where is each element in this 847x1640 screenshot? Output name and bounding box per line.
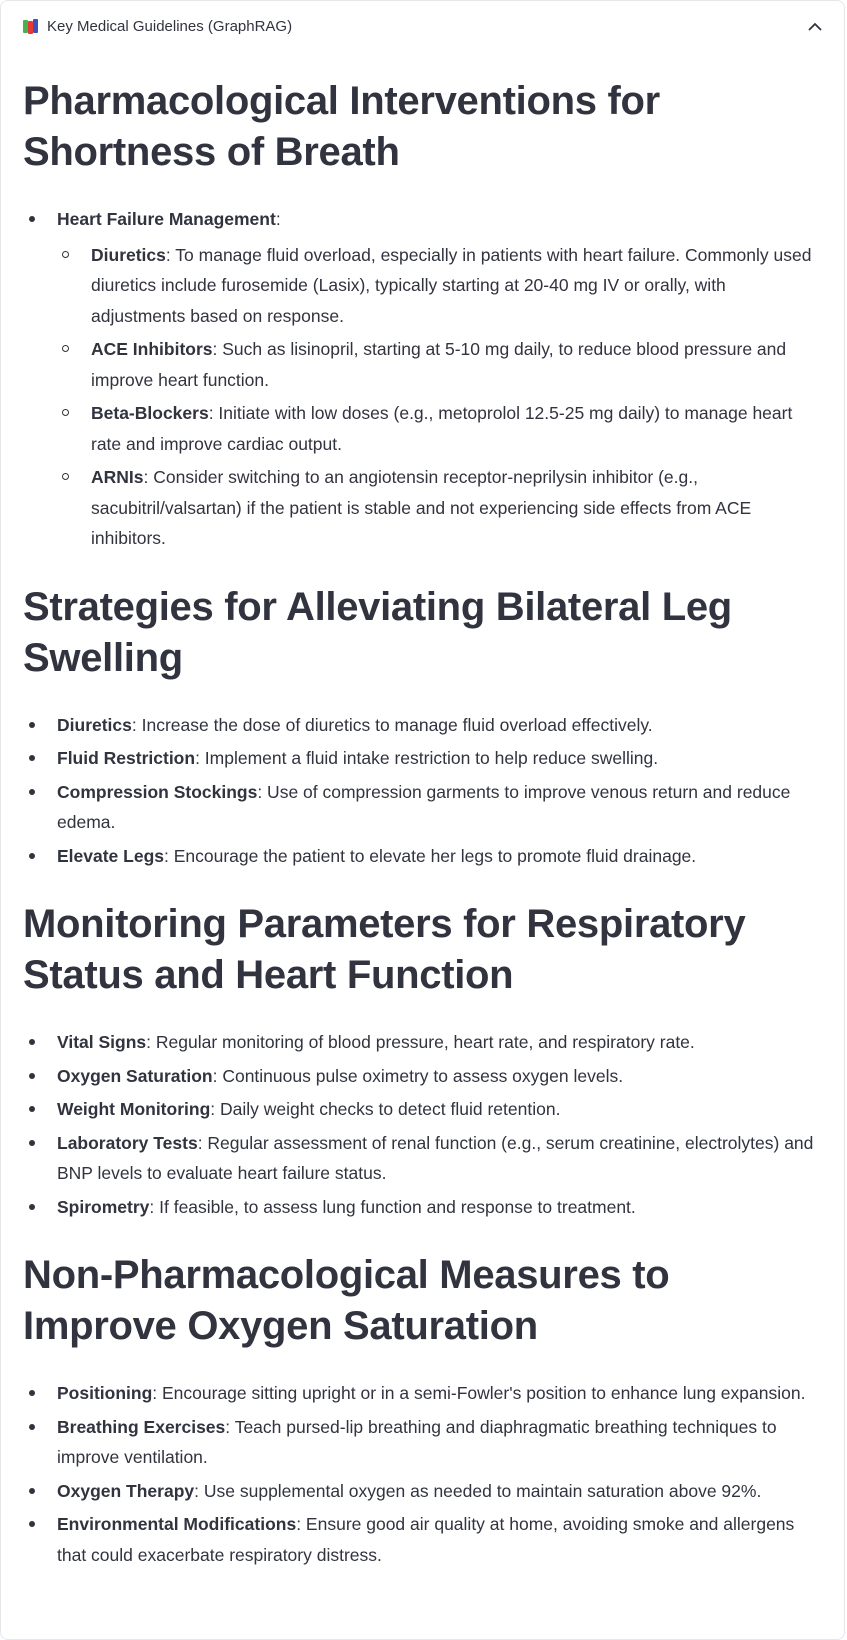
list-item <box>23 1476 822 1507</box>
list-item <box>23 1094 822 1125</box>
item-text: : Regular monitoring of blood pressure, heart rate, and respiratory rate. <box>146 1032 695 1052</box>
item-term: Environmental Modifications <box>57 1514 297 1534</box>
item-text: : Continuous pulse oximetry to assess oxygen levels. <box>212 1065 624 1086</box>
list-item <box>23 1192 822 1223</box>
section-heading: Strategies for Alleviating Bilateral Leg Swelling <box>23 584 732 680</box>
list-item <box>23 1378 822 1409</box>
expander-content <box>1 76 844 1570</box>
item-term: Spirometry <box>57 1196 150 1217</box>
list-item <box>23 204 822 554</box>
expander-title: Key Medical Guidelines (GraphRAG) <box>47 17 293 35</box>
list-item <box>23 1509 822 1570</box>
section-list <box>23 204 822 554</box>
section-list <box>23 1027 822 1222</box>
sub-list-item <box>57 240 822 332</box>
item-text: : Encourage sitting upright or in a semi-Fowler's position to enhance lung expansion. <box>152 1383 806 1403</box>
item-text: : Consider switching to an angiotensin receptor-neprilysin inhibitor (e.g., sacubitril/valsartan) if the patient is stable and not experiencing side effects from ACE inhibitors. <box>91 467 752 548</box>
item-text: : Implement a fluid intake restriction to help reduce swelling. <box>195 748 659 768</box>
list-item <box>23 1128 822 1189</box>
list-item <box>23 710 822 741</box>
sub-list-item <box>57 398 822 459</box>
section-heading: Non-Pharmacological Measures to Improve Oxygen Saturation <box>23 1253 670 1348</box>
list-item <box>23 1412 822 1473</box>
item-text: : Encourage the patient to elevate her legs to promote fluid drainage. <box>164 845 697 866</box>
item-term: Compression Stockings <box>57 781 258 802</box>
section-list <box>23 710 822 872</box>
item-text: : Use supplemental oxygen as needed to maintain saturation above 92%. <box>194 1480 762 1501</box>
item-term: Breathing Exercises <box>57 1416 226 1437</box>
item-term: Oxygen Saturation <box>57 1065 213 1086</box>
chevron-up-icon[interactable] <box>808 19 822 33</box>
section-heading: Monitoring Parameters for Respiratory Status and Heart Function <box>23 902 746 997</box>
item-text: : Such as lisinopril, starting at 5-10 mg daily, to reduce blood pressure and improve heart function. <box>91 339 787 390</box>
item-term: Positioning <box>57 1383 153 1403</box>
item-term: Fluid Restriction <box>57 748 196 768</box>
item-term: ACE Inhibitors <box>91 339 213 359</box>
list-item <box>23 1027 822 1058</box>
item-term: Diuretics <box>57 714 132 735</box>
item-text: : Use of compression garments to improve venous return and reduce edema. <box>57 781 791 832</box>
item-text: : To manage fluid overload, especially in patients with heart failure. Commonly used diuretics include furosemide (Lasix), typically starting at 20-40 mg IV or orally, with adjustments based on response. <box>91 244 812 326</box>
item-text: : Teach pursed-lip breathing and diaphragmatic breathing techniques to improve ventilation. <box>57 1416 777 1467</box>
item-term: Oxygen Therapy <box>57 1480 195 1501</box>
item-text: : Regular assessment of renal function (e.g., serum creatinine, electrolytes) and BNP levels to evaluate heart failure status. <box>57 1132 814 1183</box>
item-term: ARNIs <box>91 467 144 487</box>
sub-list-item <box>57 334 822 395</box>
list-item <box>23 777 822 838</box>
item-term: Beta-Blockers <box>91 403 209 423</box>
sub-list <box>57 240 822 554</box>
books-icon <box>23 19 40 34</box>
list-item <box>23 1061 822 1092</box>
item-text: : Ensure good air quality at home, avoiding smoke and allergens that could exacerbate respiratory distress. <box>57 1514 795 1565</box>
item-term: Laboratory Tests <box>57 1132 198 1153</box>
item-text: : Increase the dose of diuretics to manage fluid overload effectively. <box>131 714 653 735</box>
expander-header[interactable] <box>1 1 844 51</box>
sub-list-item <box>57 462 822 554</box>
section-heading: Pharmacological Interventions for Shortness of Breath <box>23 79 660 174</box>
section-list <box>23 1378 822 1570</box>
item-term: Elevate Legs <box>57 845 164 866</box>
list-item <box>23 841 822 872</box>
list-item <box>23 743 822 774</box>
item-text: : Daily weight checks to detect fluid retention. <box>210 1099 561 1119</box>
item-text: : If feasible, to assess lung function and response to treatment. <box>149 1196 636 1217</box>
item-text: : Initiate with low doses (e.g., metoprolol 12.5-25 mg daily) to manage heart rate and improve cardiac output. <box>91 403 793 454</box>
item-term: Diuretics <box>91 244 166 265</box>
item-term: Vital Signs <box>57 1032 147 1052</box>
item-text: : <box>275 209 281 229</box>
item-term: Weight Monitoring <box>57 1099 211 1119</box>
item-term: Heart Failure Management <box>57 209 276 229</box>
